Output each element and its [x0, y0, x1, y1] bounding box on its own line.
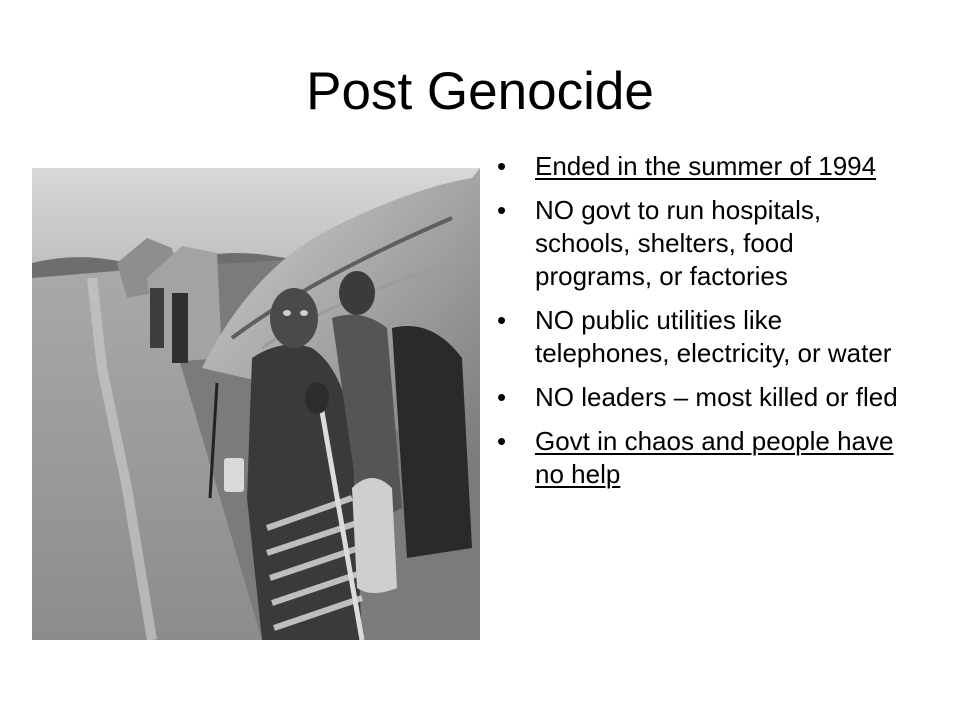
bullet-dot: •: [497, 426, 507, 456]
bullet-text: NO govt to run hospitals, schools, shelters, food programs, or factories: [535, 195, 822, 291]
bullet-text: NO leaders – most killed or fled: [535, 382, 898, 412]
bullet-text: Govt in chaos and people have no help: [535, 426, 894, 489]
bullet-dot: •: [497, 151, 507, 181]
slide-title: Post Genocide: [306, 62, 654, 121]
refugees-photo: [32, 168, 480, 640]
bullet-item: [497, 381, 907, 414]
bullet-text: NO public utilities like telephones, electricity, or water: [535, 305, 892, 368]
bullet-text: Ended in the summer of 1994: [535, 151, 877, 181]
bullet-dot: •: [497, 195, 507, 225]
bullet-dot: •: [497, 305, 507, 335]
bullet-item: [497, 425, 907, 491]
bullet-dot: •: [497, 382, 507, 412]
photo-illustration: [32, 168, 480, 640]
bullet-item: [497, 150, 907, 183]
bullet-item: [497, 304, 907, 370]
bullet-item: [497, 194, 907, 293]
bullet-list: [497, 150, 907, 502]
